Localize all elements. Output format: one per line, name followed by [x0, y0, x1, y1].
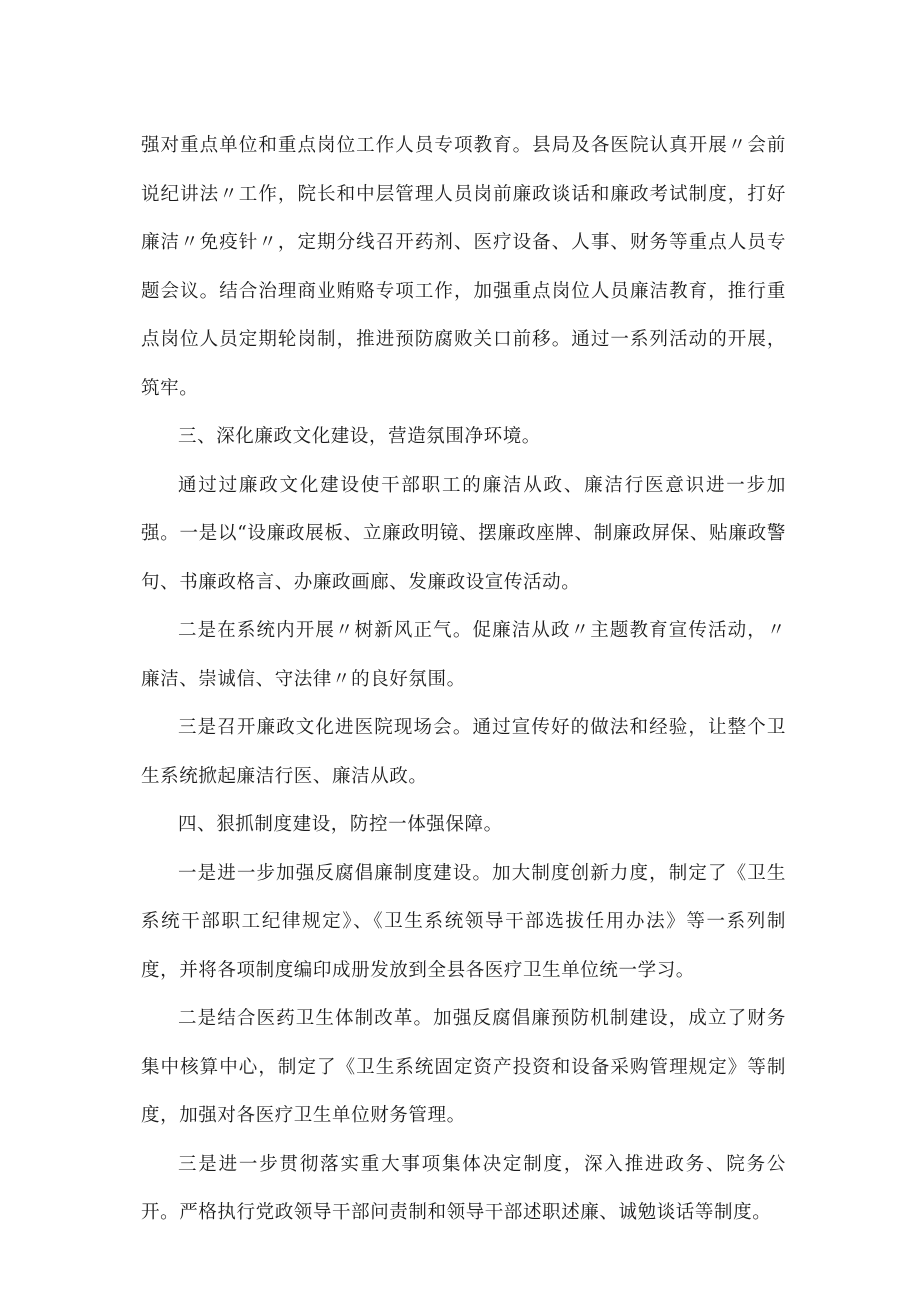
- paragraph-healthcare-reform: 二是结合医药卫生体制改革。加强反腐倡廉预防机制建设，成立了财务集中核算中心，制定了《卫生系统固定资产投资和设备采购管理规定》等制度，加强对各医疗卫生单位财务管理。: [141, 1008, 786, 1126]
- paragraph-culture-building: 通过过廉政文化建设使干部职工的廉洁从政、廉洁行医意识进一步加强。一是以“设廉政展板、立廉政明镜、摆廉政座牌、制廉政屏保、贴廉政警句、书廉政格言、办廉政画廊、发廉政设宣传活动。: [141, 474, 786, 593]
- paragraph-system-building: 一是进一步加强反腐倡廉制度建设。加大制度创新力度，制定了《卫生系统干部职工纪律规定》、《卫生系统领导干部选拔任用办法》等一系列制度，并将各项制度编印成册发放到全县各医疗卫生单位统一学习。: [141, 862, 786, 981]
- paragraph-onsite-meeting: 三是召开廉政文化进医院现场会。通过宣传好的做法和经验，让整个卫生系统掀起廉洁行医、廉洁从政。: [141, 717, 786, 787]
- heading-section-four: 四、狠抓制度建设，防控一体强保障。: [178, 814, 503, 835]
- document-body: [141, 122, 786, 1238]
- paragraph-continued-education: 强对重点单位和重点岗位工作人员专项教育。县局及各医院认真开展〃会前说纪讲法〃工作，院长和中层管理人员岗前廉政谈话和廉政考试制度，打好廉洁〃免疫针〃，定期分线召开药剂、医疗设备、人事、财务等重点人员专题会议。结合治理商业贿赂专项工作，加强重点岗位人员廉洁教育，推行重点岗位人员定期轮岗制，推进预防腐败关口前移。通过一系列活动的开展，筑牢。: [141, 135, 786, 399]
- paragraph-collective-decision: 三是进一步贯彻落实重大事项集体决定制度，深入推进政务、院务公开。严格执行党政领导干部问责制和领导干部述职述廉、诚勉谈话等制度。: [141, 1153, 786, 1223]
- heading-section-three: 三、深化廉政文化建设，营造氛围净环境。: [178, 426, 541, 447]
- paragraph-theme-education: 二是在系统内开展〃树新风正气。促廉洁从政〃主题教育宣传活动，〃廉洁、崇诚信、守法律〃的良好氛围。: [141, 620, 786, 690]
